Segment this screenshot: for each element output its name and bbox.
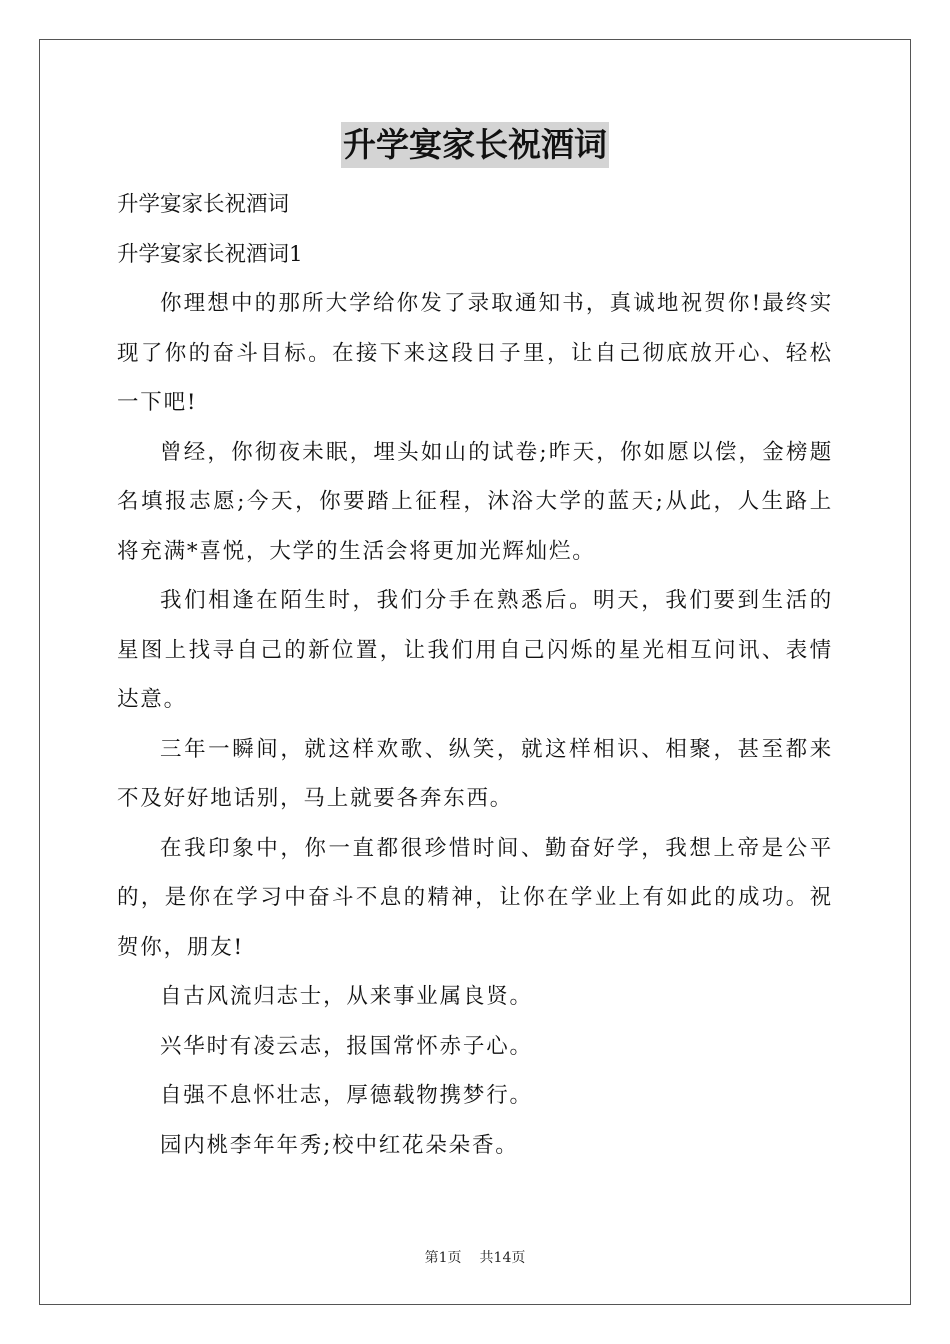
paragraph-2: 曾经，你彻夜未眠，埋头如山的试卷;昨天，你如愿以偿，金榜题名填报志愿;今天，你要踏上征程，沐浴大学的蓝天;从此，人生路上将充满*喜悦，大学的生活会将更加光辉灿烂。 xyxy=(117,439,833,564)
document-body xyxy=(117,122,833,1170)
page-total: 共14页 xyxy=(479,1250,526,1266)
section-heading: 升学宴家长祝酒词1 xyxy=(117,241,303,267)
verse-3: 自强不息怀壮志，厚德载物携梦行。 xyxy=(160,1083,533,1108)
verse-1: 自古风流归志士，从来事业属良贤。 xyxy=(160,984,533,1009)
document-title: 升学宴家长祝酒词 xyxy=(341,122,609,168)
title-wrap xyxy=(117,122,833,170)
verse-2: 兴华时有凌云志，报国常怀赤子心。 xyxy=(160,1033,533,1059)
paragraph-4: 三年一瞬间，就这样欢歌、纵笑，就这样相识、相聚，甚至都来不及好好地话别，马上就要各奔东西。 xyxy=(117,736,833,811)
verse-4: 园内桃李年年秀;校中红花朵朵香。 xyxy=(160,1132,519,1158)
paragraph-3: 我们相逢在陌生时，我们分手在熟悉后。明天，我们要到生活的星图上找寻自己的新位置，让我们用自己闪烁的星光相互问讯、表情达意。 xyxy=(117,588,833,712)
page-footer xyxy=(0,1247,950,1267)
document-subtitle: 升学宴家长祝酒词 xyxy=(117,192,290,217)
paragraph-1: 你理想中的那所大学给你发了录取通知书，真诚地祝贺你!最终实现了你的奋斗目标。在接下来这段日子里，让自己彻底放开心、轻松一下吧! xyxy=(117,291,833,415)
paragraph-5: 在我印象中，你一直都很珍惜时间、勤奋好学，我想上帝是公平的，是你在学习中奋斗不息的精神，让你在学业上有如此的成功。祝贺你，朋友! xyxy=(117,835,833,960)
page-number: 第1页 xyxy=(424,1250,462,1266)
